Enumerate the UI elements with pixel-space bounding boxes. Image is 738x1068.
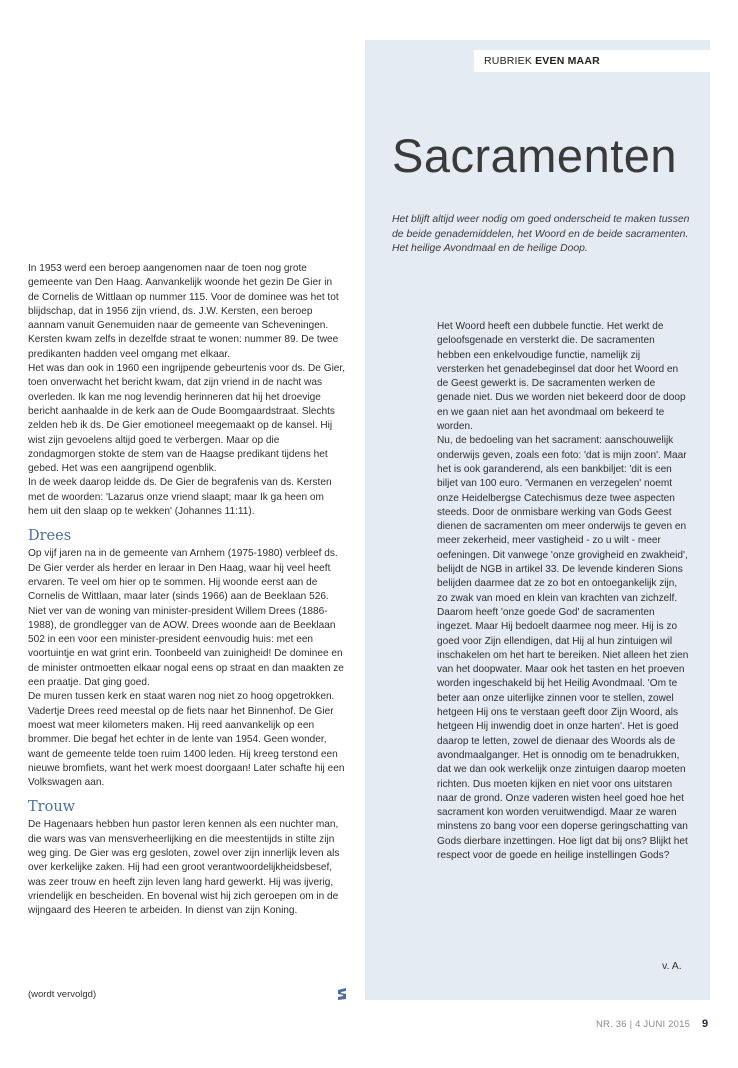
paragraph: Op vijf jaren na in de gemeente van Arnhem (1975-1980) verbleef ds. De Gier verder als herder en leraar in Den Haag, waar hij veel heeft ervaren. Te veel om hier op te sommen. Hij woonde eerst aan de Cornelis de Wittlaan, maar later (sinds 1966) aan de Beeklaan 526. Niet ver van de woning van minister-president Willem Drees (1886-1988), de grondlegger van de AOW. Drees woonde aan de Beeklaan 502 in een voor een minister-president eenvoudig huis: met een voortuintje en wat grint erin. Toonbeeld van zuinigheid! De dominee en de minister ontmoetten elkaar nogal eens op straat en dan maakten ze een praatje. Dat ging goed.: [28, 548, 344, 689]
right-column: [437, 320, 689, 863]
paragraph: Het was dan ook in 1960 een ingrijpende gebeurtenis voor ds. De Gier, toen onverwacht het bericht kwam, dat zijn vriend in de nacht was overleden. Ik kan me nog levendig herinneren dat hij het droevige bericht aanhaalde in de kerk aan de Oude Boomgaardstraat. Slechts zelden heb ik ds. De Gier emotioneel meegemaakt op de kansel. Hij wist zijn gevoelens altijd goed te verbergen. Maar op die zondagmorgen stokte de stem van de Haagse predikant tijdens het gebed. Het was een aangrijpend ogenblik.: [28, 363, 346, 475]
rubric-header: [474, 50, 710, 72]
issue-info: NR. 36 | 4 JUNI 2015: [596, 1019, 691, 1030]
page-number: 9: [702, 1018, 709, 1030]
paragraph: De muren tussen kerk en staat waren nog niet zo hoog opgetrokken. Vadertje Drees reed meestal op de fiets naar het Binnenhof. De Gier moest wat meer kilometers maken. Hij reed aanvankelijk op een brommer. Die begaf het echter in de lente van 1954. Geen wonder, want de gemeente telde toen ruim 1400 leden. Hij kreeg terstond een nieuwe bromfiets, want het werk moest doorgaan! Later schafte hij een Volkswagen aan.: [28, 691, 345, 789]
article-title: Sacramenten: [392, 129, 678, 182]
paragraph: Het Woord heeft een dubbele functie. Het werkt de geloofsgenade en versterkt die. De sacramenten hebben een enkelvoudige functie, namelijk zij versterken het genadebeginsel dat door het Woord en de Geest gewerkt is. De sacramenten werken de genade niet. Dus we worden niet bekeerd door de doop en we gaan niet aan het avondmaal om bekeerd te worden.: [437, 321, 686, 433]
rubric-name: EVEN MAAR: [535, 55, 600, 67]
paragraph: In de week daarop leidde ds. De Gier de begrafenis van ds. Kersten met de woorden: 'Lazarus onze vriend slaapt; maar Ik ga heen om hem uit den slaap op te wekken' (Johannes 11:11).: [28, 477, 332, 518]
left-column: [28, 262, 346, 918]
section-heading-drees: Drees: [28, 528, 72, 545]
article-lead: Het blijft altijd weer nodig om goed onderscheid te maken tussen de beide genademiddelen, het Woord en de beide sacramenten. Het heilige Avondmaal en de heilige Doop.: [392, 214, 690, 255]
paragraph: In 1953 werd een beroep aangenomen naar de toen nog grote gemeente van Den Haag. Aanvankelijk woonde het gezin De Gier in de Cornelis de Wittlaan op nummer 115. Voor de dominee was het tot blijdschap, dat in 1956 zijn vriend, ds. J.W. Kersten, een beroep aannam vanuit Genemuiden naar de gemeente van Scheveningen. Kersten kwam zelfs in dezelfde straat te wonen: nummer 89. De twee predikanten hadden veel omgang met elkaar.: [28, 263, 339, 360]
end-mark-icon: [337, 988, 347, 1000]
section-heading-trouw: Trouw: [28, 799, 76, 816]
continued-note: (wordt vervolgd): [28, 989, 97, 1000]
author-signature: v. A.: [662, 960, 682, 972]
paragraph: Nu, de bedoeling van het sacrament: aanschouwelijk onderwijs geven, zoals een foto: 'dat is mijn zoon'. Maar het is ook garanderend, als een bankbiljet: 'dit is een biljet van 100 euro. 'Vermanen en verzegelen' noemt onze Heidelbergse Catechismus deze twee aspecten steeds. Door de onmisbare werking van Gods Geest dienen de sacramenten om meer onderwijs te geven en meer zekerheid, meer vastigheid - zo u wilt - meer oefeningen. Dit vanwege 'onze grovigheid en zwakheid', belijdt de NGB in artikel 33. De levende kinderen Sions belijden daarmee dat ze zo bot en ontoegankelijk zijn, zo zwak van moed en klein van krachten van zichzelf. Daarom heeft 'onze goede God' de sacramenten ingezet. Maar Hij bedoelt daarmee nog meer. Hij is zo goed voor Zijn ellendigen, dat Hij al hun zintuigen wil inschakelen om het hart te bereiken. Niet alleen het zien van het doopwater. Maar ook het tasten en het proeven worden ingeschakeld bij het Heilig Avondmaal. 'Om te beter aan onze uiterlijke zinnen voor te stellen, zowel hetgeen Hij ons te verstaan geeft door Zijn Woord, als hetgeen Hij inwendig doet in onze harten'. Het is goed daarop te letten, zowel de dienaar des Woords als de avondmaalganger. Het is onnodig om te benadrukken, dat we dan ook werkelijk onze zintuigen daarop moeten richten. Dus moeten kijken en niet voor ons uitstaren naar de grond. Onze vaderen wisten heel goed hoe het sacrament kon worden veruitwendigd. Maar ze waren minstens zo bang voor een doperse geringschatting van Gods dierbare inzettingen. Hoe ligt dat bij ons? Blijkt het respect voor de goede en heilige instellingen Gods?: [437, 435, 689, 861]
rubric-label: RUBRIEK: [484, 55, 533, 67]
paragraph: De Hagenaars hebben hun pastor leren kennen als een nuchter man, die wars was van mensverheerlijking en die meestentijds in stilte zijn weg ging. De Gier was erg gesloten, zowel over zijn innerlijk leven als over kerkelijke zaken. Hij had een groot verantwoordelijkheidsbesef, was zeer trouw en heeft zijn leven lang hard gewerkt. Hij was ijverig, vriendelijk en bescheiden. En bovenal wist hij zich geroepen om in de wijngaard des Heeren te arbeiden. In dienst van zijn Koning.: [28, 819, 340, 917]
